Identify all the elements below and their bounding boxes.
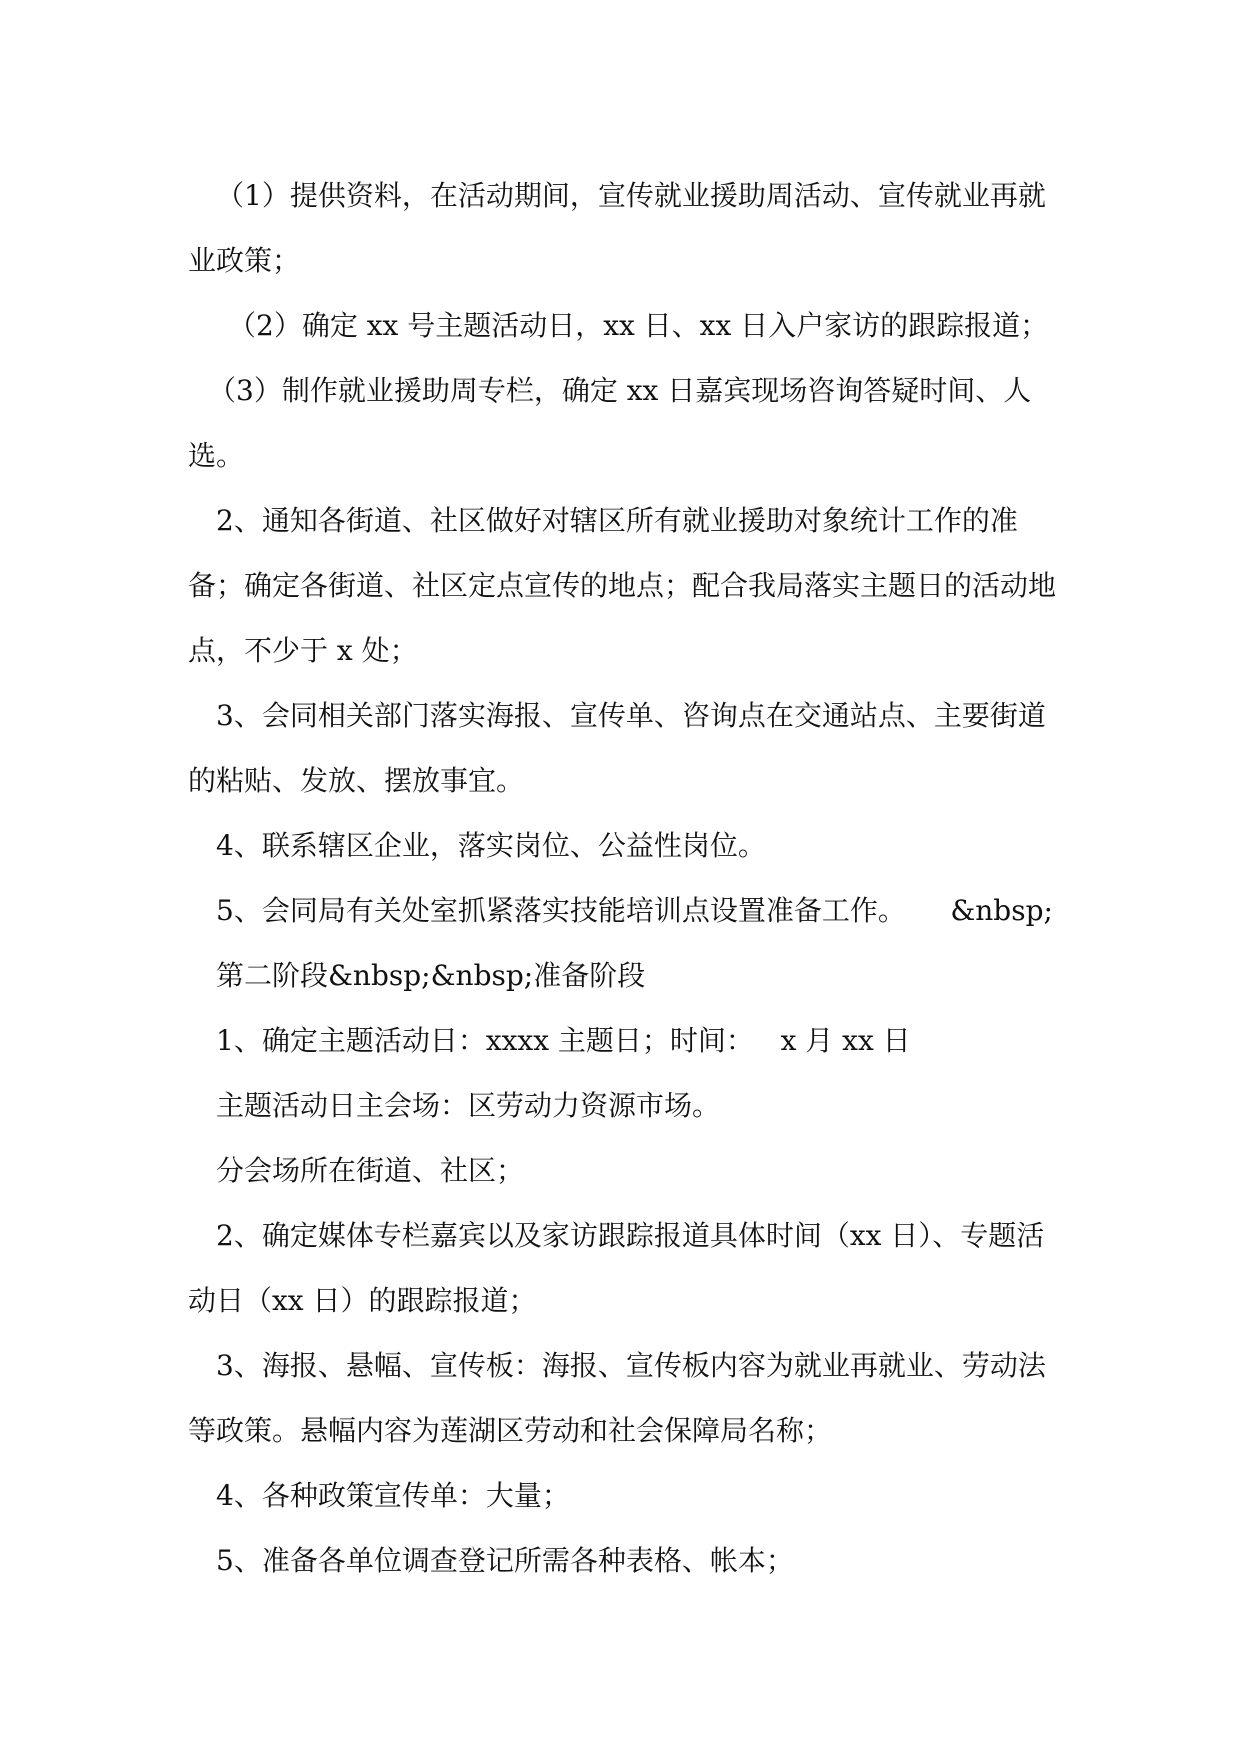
paragraph-media-guests: 2、确定媒体专栏嘉宾以及家访跟踪报道具体时间（xx 日）、专题活动日（xx 日）的跟踪报道； bbox=[188, 1219, 1045, 1317]
paragraph-item-2: （2）确定 xx 号主题活动日，xx 日、xx 日入户家访的跟踪报道； bbox=[228, 309, 1049, 342]
paragraph-posters-banners: 3、海报、悬幅、宣传板：海报、宣传板内容为就业再就业、劳动法等政策。悬幅内容为莲湖区劳动和社会保障局名称； bbox=[188, 1349, 1046, 1447]
paragraph-main-venue: 主题活动日主会场：区劳动力资源市场。 bbox=[216, 1089, 721, 1122]
paragraph-contact-enterprises: 4、联系辖区企业，落实岗位、公益性岗位。 bbox=[216, 829, 766, 862]
document-body bbox=[188, 163, 1058, 1593]
paragraph-theme-day: 1、确定主题活动日：xxxx 主题日；时间： x 月 xx 日 bbox=[216, 1024, 911, 1057]
section-heading-stage-two: 第二阶段&nbsp;&nbsp;准备阶段 bbox=[216, 959, 646, 992]
paragraph-policy-leaflets: 4、各种政策宣传单：大量； bbox=[216, 1479, 570, 1512]
paragraph-notify-streets: 2、通知各街道、社区做好对辖区所有就业援助对象统计工作的准备；确定各街道、社区定点宣传的地点；配合我局落实主题日的活动地点，不少于 x 处； bbox=[188, 504, 1057, 667]
paragraph-survey-forms: 5、准备各单位调查登记所需各种表格、帐本； bbox=[216, 1544, 794, 1577]
paragraph-item-3: （3）制作就业援助周专栏，确定 xx 日嘉宾现场咨询答疑时间、人选。 bbox=[188, 374, 1032, 472]
paragraph-sub-venue: 分会场所在街道、社区； bbox=[216, 1154, 525, 1187]
paragraph-training-points: 5、会同局有关处室抓紧落实技能培训点设置准备工作。 &nbsp; bbox=[216, 894, 1053, 927]
paragraph-item-1: （1）提供资料，在活动期间，宣传就业援助周活动、宣传就业再就业政策； bbox=[188, 179, 1046, 277]
paragraph-posters-distribution: 3、会同相关部门落实海报、宣传单、咨询点在交通站点、主要街道的粘贴、发放、摆放事宜。 bbox=[188, 699, 1046, 797]
